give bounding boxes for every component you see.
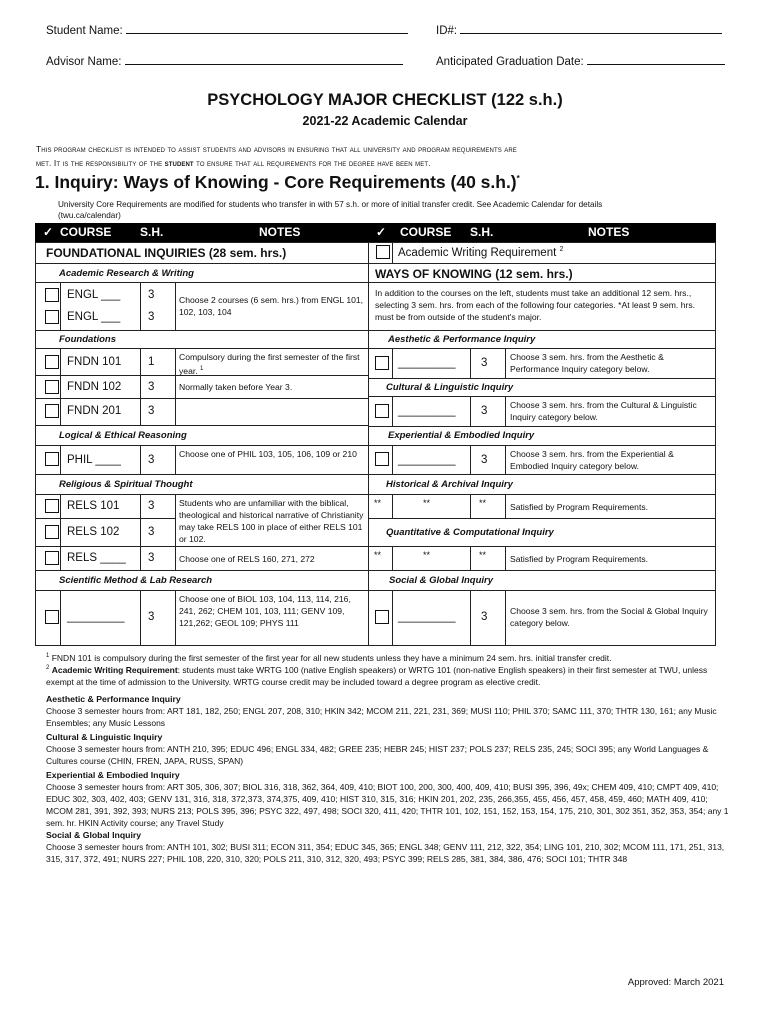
aesthetic-note: Choose 3 sem. hrs. from the Aesthetic & Performance Inquiry category below. — [510, 352, 664, 374]
advisor-name-field[interactable] — [46, 53, 403, 68]
page-subtitle: 2021-22 Academic Calendar — [302, 114, 468, 128]
rels102-checkbox[interactable] — [45, 525, 59, 539]
wok-heading: WAYS OF KNOWING (12 sem. hrs.) — [375, 267, 573, 281]
historical-sh-star: ** — [479, 498, 487, 508]
phil-course: PHIL ____ — [67, 454, 121, 466]
cat-aesthetic: Aesthetic & Performance Inquiry — [388, 334, 536, 345]
phil-checkbox[interactable] — [45, 452, 59, 466]
fndn102-checkbox[interactable] — [45, 380, 59, 394]
fndn102-note: Normally taken before Year 3. — [179, 382, 293, 392]
historical-check-star: ** — [374, 498, 382, 508]
graduation-label: Anticipated Graduation Date: — [436, 56, 584, 68]
aesthetic-sh: 3 — [481, 357, 488, 369]
id-field[interactable] — [436, 22, 722, 37]
rels3-note: Choose one of RELS 160, 271, 272 — [179, 554, 315, 564]
engl-1-course: ENGL ___ — [67, 289, 121, 301]
graduation-date-field[interactable] — [436, 53, 725, 68]
wok-note: In addition to the courses on the left, students must take an additional 12 sem. hrs., selecting 3 sem. hrs. from each of the following four categories. *At least 9 sem. hrs. must be from outside of the student's major. — [375, 288, 696, 322]
course-header: COURSE — [60, 225, 112, 239]
social-checkbox[interactable] — [375, 610, 389, 624]
rels102-sh: 3 — [148, 526, 155, 538]
quant-sh-star: ** — [479, 550, 487, 560]
rels101-sh: 3 — [148, 500, 155, 512]
sci-note: Choose one of BIOL 103, 104, 113, 114, 216, 241, 262; CHEM 101, 103, 111; GENV 109, 121,262; GEOL 109; PHYS 111 — [179, 594, 351, 628]
rels3-course: RELS ____ — [67, 552, 126, 564]
fndn101-note: Compulsory during the first semester of the first year. $^1$ — [179, 352, 360, 376]
quant-check-star: ** — [374, 550, 382, 560]
sh-header: S.H. — [140, 225, 164, 239]
footnote-1: $^1$ FNDN 101 is compulsory during the first semester of the first year for all new students unless they have a minimum 24 sem. hrs. initial transfer credit. — [46, 652, 612, 663]
advisor-name-label: Advisor Name: — [46, 56, 122, 68]
sci-checkbox[interactable] — [45, 610, 59, 624]
fndn102-course: FNDN 102 — [67, 381, 122, 393]
category-aesthetic: Aesthetic & Performance Inquiry Choose 3 semester hours from: ART 181, 182, 250; ENGL 207, 208, 310; HKIN 342; MCOM 211, 221, 231, 369; MUSI 110; PHIL 370; SAMC 111, 370; THTR 130, 161; any Music Ensembles; any Music Lessons — [46, 694, 717, 728]
rels101-checkbox[interactable] — [45, 499, 59, 513]
rels-note: Students who are unfamiliar with the biblical, theological and historical narrative of Christianity may take RELS 100 in place of either RELS 101 or 102. — [179, 498, 364, 544]
fndn201-sh: 3 — [148, 405, 155, 417]
phil-sh: 3 — [148, 454, 155, 466]
right-table-header — [368, 223, 716, 242]
cat-cultural: Cultural & Linguistic Inquiry — [386, 382, 514, 393]
sh-header-right: S.H. — [470, 225, 494, 239]
awr-checkbox[interactable] — [376, 245, 390, 259]
foundational-heading: FOUNDATIONAL INQUIRIES (28 sem. hrs.) — [46, 246, 287, 260]
id-label: ID#: — [436, 25, 458, 37]
experiential-sh: 3 — [481, 454, 488, 466]
historical-course-star: ** — [423, 498, 431, 508]
engl-2-sh: 3 — [148, 311, 155, 323]
cat-historical: Historical & Archival Inquiry — [386, 479, 513, 490]
rels3-checkbox[interactable] — [45, 551, 59, 565]
engl-1-checkbox[interactable] — [45, 288, 59, 302]
cat-quantitative: Quantitative & Computational Inquiry — [386, 527, 554, 538]
rels102-course: RELS 102 — [67, 526, 120, 538]
quant-note: Satisfied by Program Requirements. — [510, 554, 649, 564]
notes-header: NOTES — [259, 225, 301, 239]
social-note: Choose 3 sem. hrs. from the Social & Global Inquiry category below. — [510, 606, 708, 628]
sci-course[interactable]: _________ — [67, 611, 125, 623]
footnote-2: $^2$ Academic Writing Requirement: students must take WRTG 100 (native English speakers) or WRTG 101 (non-native English speakers) in their first semester at TWU, unless exempt at the time of admission to the University. WRTG course credit may be included toward a degree program as elective credit. — [46, 664, 708, 687]
fndn201-checkbox[interactable] — [45, 404, 59, 418]
category-cultural: Cultural & Linguistic Inquiry Choose 3 semester hours from: ANTH 210, 395; EDUC 496; ENGL 334, 482; GREE 235; HEBR 245; HIST 237; POLS 237; RELS 235, 245; SOCI 395; any World Languages & Cultures course (CHIN, FREN, JAPA, RUSS, SPAN) — [46, 732, 709, 766]
historical-note: Satisfied by Program Requirements. — [510, 502, 649, 512]
awr-label: Academic Writing Requirement $^2$ — [398, 246, 564, 259]
experiential-course[interactable]: _________ — [398, 454, 456, 466]
cultural-checkbox[interactable] — [375, 404, 389, 418]
engl-note: Choose 2 courses (6 sem. hrs.) from ENGL 101, 102, 103, 104 — [179, 295, 364, 317]
fndn102-sh: 3 — [148, 381, 155, 393]
experiential-checkbox[interactable] — [375, 452, 389, 466]
aesthetic-checkbox[interactable] — [375, 356, 389, 370]
rels3-sh: 3 — [148, 552, 155, 564]
category-social: Social & Global Inquiry Choose 3 semester hours from: ANTH 101, 302; BUSI 311; ECON 311, 354; EDUC 345, 365; ENGL 348; GENV 111, 212, 322, 354; LING 101, 210, 302; MCOM 111, 171, 251, 313, 315, 317, 372, 491; NURS 227; PHIL 108, 220, 310, 320; POLS 211, 310, 312, 320, 493; PSYC 399; RELS 285, 381, 384, 386, 476; SOCI 101; THTR 348 — [46, 830, 725, 864]
check-header: ✓ — [43, 225, 54, 239]
fndn101-course: FNDN 101 — [67, 356, 122, 368]
rels101-course: RELS 101 — [67, 500, 120, 512]
student-name-label: Student Name: — [46, 25, 123, 37]
engl-1-sh: 3 — [148, 289, 155, 301]
left-table-header — [35, 223, 368, 242]
cat-logical-ethical: Logical & Ethical Reasoning — [59, 430, 187, 441]
quant-course-star: ** — [423, 550, 431, 560]
section-1-title: 1. Inquiry: Ways of Knowing - Core Requirements (40 s.h.)* — [35, 172, 520, 192]
cat-religious-spiritual: Religious & Spiritual Thought — [59, 479, 193, 490]
fndn201-course: FNDN 201 — [67, 405, 122, 417]
aesthetic-course[interactable]: _________ — [398, 357, 456, 369]
cat-experiential: Experiential & Embodied Inquiry — [388, 430, 535, 441]
course-header-right: COURSE — [400, 225, 452, 239]
fndn101-checkbox[interactable] — [45, 355, 59, 369]
page-title: PSYCHOLOGY MAJOR CHECKLIST (122 s.h.) — [207, 91, 563, 109]
category-experiential: Experiential & Embodied Inquiry Choose 3 semester hours from: ART 305, 306, 307; BIOL 316, 318, 362, 364, 409, 410; BIOT 100, 200, 300, 400, 409, 410; BUSI 395, 396, 49x; CHEM 409, 410; CMPT 409, 410; EDUC 302, 303, 402, 403; GENV 131, 316, 318, 372,373, 374,375, 409, 410; HIST 310, 315, 316; HKIN 201, 202, 235, 266,355, 455, 456, 457, 458, 459, 460; MATH 409, 410; MCOM 281, 391, 392, 393; NURS 213; POLS 395, 396; PSYC 322, 497, 498; SOCI 320, 411, 420; THTR 101, 102, 151, 152, 153, 154, 175, 210, 301, 302 351, 352, 353, 354; any 1 sem. hr. HKIN Activity course; any Travel Study — [46, 770, 729, 828]
sci-sh: 3 — [148, 611, 155, 623]
notes-header-right: NOTES — [588, 225, 630, 239]
intro-line-1: This program checklist is intended to assist students and advisors in ensuring that all university and program requirements are — [36, 144, 517, 154]
experiential-note: Choose 3 sem. hrs. from the Experiential & Embodied Inquiry category below. — [510, 449, 674, 471]
cat-scientific-method: Scientific Method & Lab Research — [59, 575, 213, 586]
social-sh: 3 — [481, 611, 488, 623]
engl-2-course: ENGL ___ — [67, 311, 121, 323]
section-1-note: University Core Requirements are modified for students who transfer in with 57 s.h. or more of initial transfer credit. See Academic Calendar for details (twu.ca/calendar) — [58, 200, 603, 220]
cultural-sh: 3 — [481, 405, 488, 417]
cultural-course[interactable]: _________ — [398, 405, 456, 417]
student-name-field[interactable] — [46, 22, 408, 37]
intro-line-2: met. It is the responsibility of the student to ensure that all requirements for the degree have been met. — [36, 158, 431, 168]
social-course[interactable]: _________ — [398, 611, 456, 623]
cat-academic-research: Academic Research & Writing — [59, 268, 194, 279]
engl-2-checkbox[interactable] — [45, 310, 59, 324]
phil-note: Choose one of PHIL 103, 105, 106, 109 or 210 — [179, 449, 357, 459]
check-header-right: ✓ — [376, 225, 387, 239]
cat-foundations: Foundations — [59, 334, 116, 345]
cat-social: Social & Global Inquiry — [389, 575, 493, 586]
cultural-note: Choose 3 sem. hrs. from the Cultural & Linguistic Inquiry category below. — [510, 400, 697, 422]
intro-student-emphasis: student — [164, 158, 194, 168]
approved-date: Approved: March 2021 — [627, 977, 724, 988]
fndn101-sh: 1 — [148, 356, 155, 368]
